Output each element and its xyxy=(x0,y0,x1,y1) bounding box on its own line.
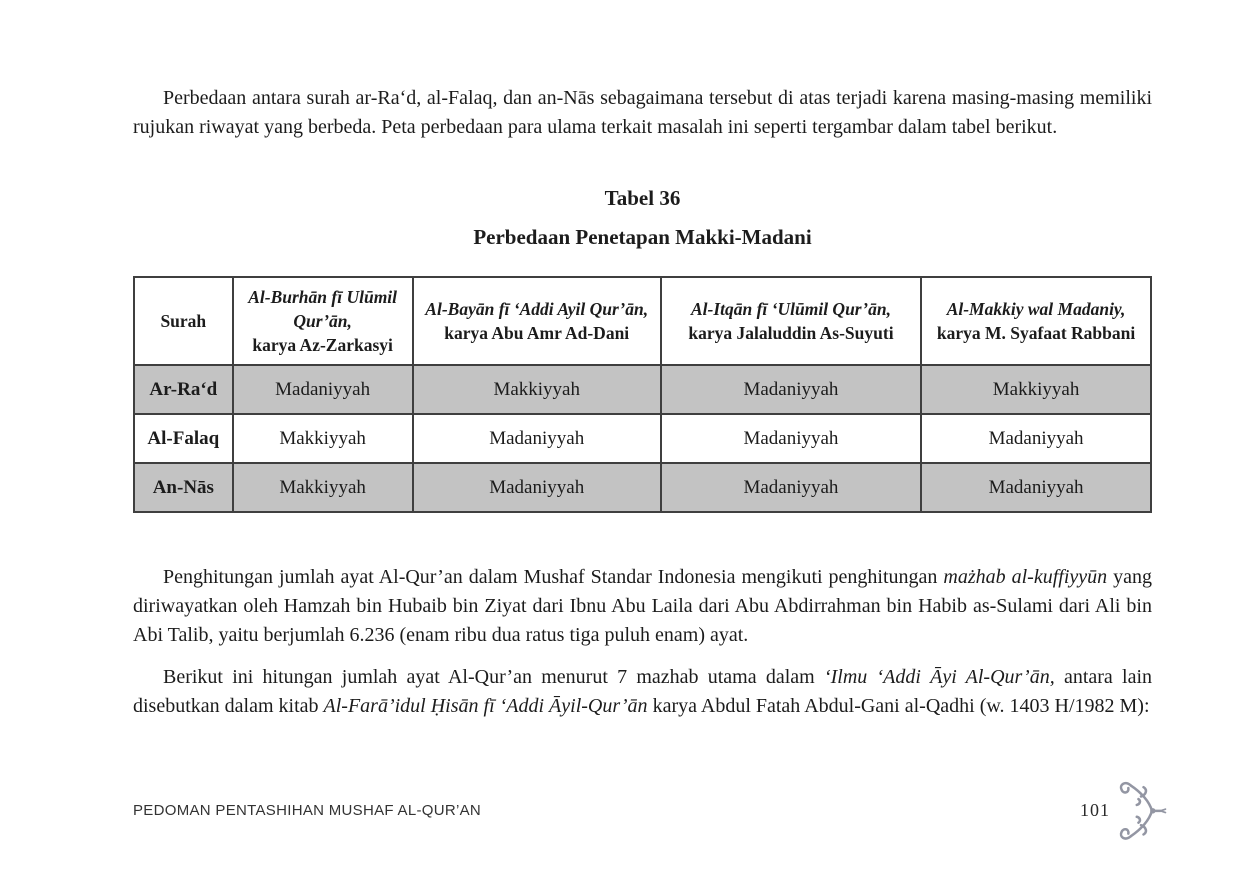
p2-italic-term: mażhab al-kuffiyyūn xyxy=(943,566,1108,588)
running-title: PEDOMAN PENTASHIHAN MUSHAF AL-QUR’AN xyxy=(133,801,482,819)
paragraph-intro xyxy=(133,0,1152,142)
cell-rabbani: Makkiyyah xyxy=(921,365,1151,414)
p3-segment: antara lain disebutkan dalam kitab xyxy=(133,666,1153,717)
table-row-al-falaq xyxy=(134,414,1151,463)
makki-madani-table xyxy=(133,276,1152,513)
cell-surah: Al-Falaq xyxy=(134,414,233,463)
page-number: 101 xyxy=(1080,799,1110,820)
header-rabbani-book: Al-Makkiy wal Madaniy, xyxy=(946,299,1126,319)
paragraph-intro-text: Perbedaan antara surah ar-Ra‘d, al-Falaq, dan an-Nās sebagaimana tersebut di atas terjadi karena masing-masing memiliki rujukan riwayat yang berbeda. Peta perbedaan para ulama terkait masalah ini seperti tergambar dalam tabel berikut. xyxy=(133,87,1152,138)
header-zarkasyi-author: karya Az-Zarkasyi xyxy=(252,335,393,355)
header-zarkasyi-book: Al-Burhān fī Ulūmil Qur’ān, xyxy=(248,287,398,331)
cell-zarkasyi: Makkiyyah xyxy=(233,463,413,512)
cell-surah: Ar-Ra‘d xyxy=(134,365,233,414)
header-addani-book: Al-Bayān fī ‘Addi Ayil Qur’ān, xyxy=(425,299,649,319)
p2-segment: yang diriwayatkan oleh Hamzah bin Hubaib bin Ziyat dari Ibnu Abu Laila dari Abu Abdirrahman bin Habib as-Sulami dari Ali bin Abi Talib, yaitu berjumlah 6.236 (enam ribu dua ratus tiga puluh enam) ayat. xyxy=(133,566,1152,646)
cell-surah: An-Nās xyxy=(134,463,233,512)
header-rabbani-author: karya M. Syafaat Rabbani xyxy=(936,323,1136,343)
p3-segment: Berikut ini hitungan jumlah ayat Al-Qur’an menurut 7 mazhab utama dalam xyxy=(163,666,824,688)
cell-addani: Makkiyyah xyxy=(413,365,661,414)
cell-addani: Madaniyyah xyxy=(413,414,661,463)
p3-segment: karya Abdul Fatah Abdul-Gani al-Qadhi (w. 1403 H/1982 M): xyxy=(647,695,1150,717)
cell-assuyuti: Madaniyyah xyxy=(661,463,921,512)
p3-italic-ilmu: ‘Ilmu ‘Addi Āyi Al-Qur’ān, xyxy=(823,666,1055,688)
table-row-ar-rad xyxy=(134,365,1151,414)
table-header-row xyxy=(134,277,1151,365)
page-number-block xyxy=(1080,777,1168,843)
header-rabbani xyxy=(921,277,1151,365)
table-title: Perbedaan Penetapan Makki-Madani xyxy=(473,225,812,249)
header-assuyuti-author: karya Jalaluddin As-Suyuti xyxy=(688,323,894,343)
paragraph-berikut xyxy=(133,663,1152,721)
cell-assuyuti: Madaniyyah xyxy=(661,365,921,414)
header-assuyuti xyxy=(661,277,921,365)
cell-rabbani: Madaniyyah xyxy=(921,414,1151,463)
header-addani-author: karya Abu Amr Ad-Dani xyxy=(444,323,630,343)
table-label: Tabel 36 xyxy=(604,186,681,210)
floral-flourish-icon xyxy=(1114,777,1168,843)
p2-segment: Penghitungan jumlah ayat Al-Qur’an dalam Mushaf Standar Indonesia mengikuti penghitungan xyxy=(163,566,944,588)
table-row-an-nas xyxy=(134,463,1151,512)
header-surah-label: Surah xyxy=(160,311,207,331)
header-addani xyxy=(413,277,661,365)
cell-rabbani: Madaniyyah xyxy=(921,463,1151,512)
header-assuyuti-book: Al-Itqān fī ‘Ulūmil Qur’ān, xyxy=(690,299,891,319)
cell-assuyuti: Madaniyyah xyxy=(661,414,921,463)
paragraph-penghitungan xyxy=(133,563,1152,650)
page-footer xyxy=(133,777,1168,843)
header-surah xyxy=(134,277,233,365)
p3-italic-kitab: Al-Farā’idul Ḥisān fī ‘Addi Āyil-Qur’ān xyxy=(323,695,648,717)
cell-zarkasyi: Madaniyyah xyxy=(233,365,413,414)
header-zarkasyi xyxy=(233,277,413,365)
cell-addani: Madaniyyah xyxy=(413,463,661,512)
cell-zarkasyi: Makkiyyah xyxy=(233,414,413,463)
